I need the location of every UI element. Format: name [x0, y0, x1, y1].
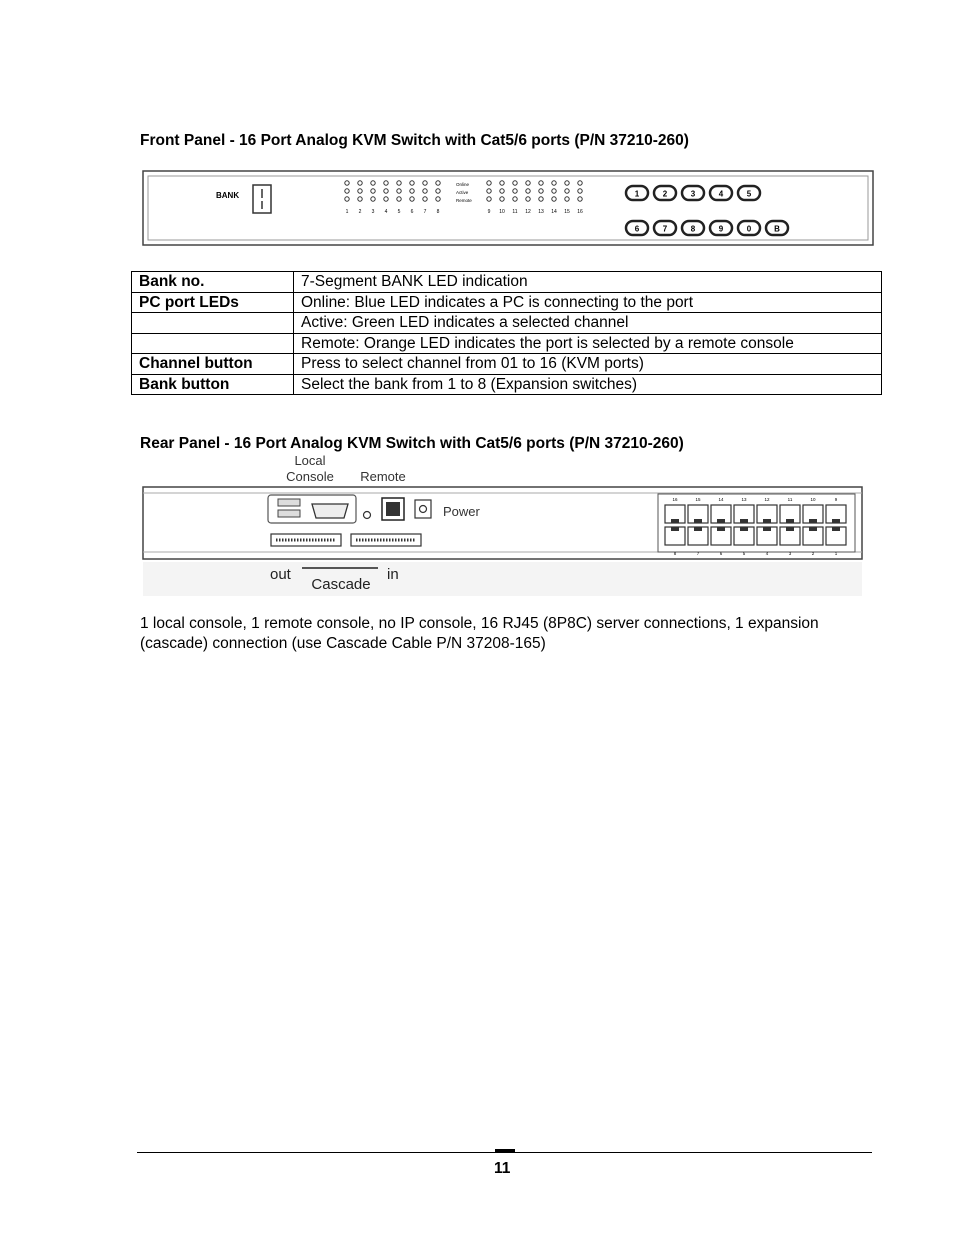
led-label-active: Active	[456, 190, 469, 195]
led-indicator	[565, 189, 569, 193]
svg-text:11: 11	[512, 209, 518, 215]
led-indicator	[345, 181, 349, 185]
svg-text:1: 1	[634, 189, 640, 199]
rear-panel-heading: Rear Panel - 16 Port Analog KVM Switch with Cat5/6 ports (P/N 37210-260)	[140, 435, 684, 452]
led-label-online: Online	[456, 182, 470, 187]
local-label-line1: Local	[294, 453, 326, 468]
led-indicator	[410, 197, 414, 201]
led-indicator	[578, 189, 582, 193]
svg-text:3: 3	[690, 189, 696, 199]
front-panel-spec-table	[131, 271, 882, 395]
led-indicator	[436, 181, 440, 185]
svg-text:8: 8	[673, 551, 677, 556]
led-indicator	[423, 197, 427, 201]
svg-text:11: 11	[787, 497, 793, 502]
led-indicator	[513, 197, 517, 201]
rj45-latch	[671, 527, 679, 531]
row-label	[132, 313, 294, 334]
rj45-latch	[694, 519, 702, 523]
led-indicator	[397, 197, 401, 201]
page-number: 11	[494, 1160, 511, 1177]
row-value: Press to select channel from 01 to 16 (KVM ports)	[294, 354, 882, 375]
led-indicator	[526, 181, 530, 185]
svg-text:10: 10	[810, 497, 816, 502]
led-indicator	[500, 197, 504, 201]
led-label-remote: Remote	[456, 198, 472, 203]
svg-text:15: 15	[695, 497, 701, 502]
led-indicator	[397, 181, 401, 185]
row-value: Online: Blue LED indicates a PC is connecting to the port	[294, 292, 882, 313]
led-indicator	[436, 197, 440, 201]
svg-text:4: 4	[384, 209, 388, 215]
rj45-latch	[717, 519, 725, 523]
led-indicator	[410, 181, 414, 185]
rj45-latch	[809, 527, 817, 531]
cascade-in-label: in	[387, 566, 399, 583]
power-label: Power	[443, 504, 480, 519]
svg-text:3: 3	[788, 551, 792, 556]
led-indicator	[384, 181, 388, 185]
led-indicator	[371, 197, 375, 201]
svg-text:9: 9	[834, 497, 838, 502]
table-row	[132, 333, 882, 354]
svg-text:15: 15	[564, 209, 570, 215]
svg-text:7: 7	[696, 551, 700, 556]
svg-text:5: 5	[397, 209, 401, 215]
led-indicator	[345, 189, 349, 193]
svg-text:13: 13	[538, 209, 544, 215]
rear-panel-drawing	[140, 452, 866, 600]
rear-panel-description: 1 local console, 1 remote console, no IP console, 16 RJ45 (8P8C) server connections, 1 expansion (cascade) connection (use Cascade Cable P/N 37208-165)	[140, 615, 819, 652]
rj45-latch	[832, 527, 840, 531]
led-indicator	[539, 181, 543, 185]
bank-label: BANK	[216, 191, 240, 200]
audio-jack-icon	[364, 512, 371, 519]
row-label: Channel button	[132, 354, 294, 375]
rj45-latch	[832, 519, 840, 523]
svg-text:5: 5	[746, 189, 752, 199]
svg-text:1: 1	[345, 209, 349, 215]
svg-text:8: 8	[690, 224, 696, 234]
led-indicator	[487, 181, 491, 185]
row-value: Remote: Orange LED indicates the port is selected by a remote console	[294, 333, 882, 354]
cascade-out-label: out	[270, 566, 291, 583]
rj45-latch	[809, 519, 817, 523]
rj45-latch	[740, 519, 748, 523]
led-indicator	[565, 197, 569, 201]
svg-text:6: 6	[634, 224, 640, 234]
led-indicator	[345, 197, 349, 201]
row-value: Select the bank from 1 to 8 (Expansion switches)	[294, 374, 882, 395]
led-indicator	[358, 197, 362, 201]
svg-text:5: 5	[742, 551, 746, 556]
rj45-latch	[786, 527, 794, 531]
svg-text:B: B	[774, 224, 780, 234]
svg-text:12: 12	[764, 497, 770, 502]
svg-text:1: 1	[834, 551, 838, 556]
cascade-label: Cascade	[311, 576, 371, 593]
led-indicator	[410, 189, 414, 193]
led-indicator	[513, 189, 517, 193]
remote-label: Remote	[360, 469, 406, 484]
led-indicator	[487, 189, 491, 193]
footer-rule	[137, 1152, 872, 1153]
rj45-latch	[763, 527, 771, 531]
svg-text:7: 7	[662, 224, 668, 234]
rj45-latch	[694, 527, 702, 531]
led-indicator	[423, 181, 427, 185]
svg-text:16: 16	[577, 209, 583, 215]
led-indicator	[423, 189, 427, 193]
svg-text:10: 10	[499, 209, 505, 215]
svg-text:12: 12	[525, 209, 531, 215]
table-row	[132, 272, 882, 293]
led-indicator	[384, 189, 388, 193]
led-indicator	[552, 189, 556, 193]
table-row	[132, 292, 882, 313]
led-indicator	[552, 197, 556, 201]
svg-text:9: 9	[487, 209, 491, 215]
led-indicator	[552, 181, 556, 185]
led-indicator	[397, 189, 401, 193]
vga-port-icon	[312, 504, 348, 518]
led-indicator	[526, 197, 530, 201]
svg-text:8: 8	[436, 209, 440, 215]
svg-text:4: 4	[765, 551, 769, 556]
table-row	[132, 354, 882, 375]
led-indicator	[371, 181, 375, 185]
led-indicator	[500, 189, 504, 193]
led-indicator	[513, 181, 517, 185]
led-indicator	[436, 189, 440, 193]
led-indicator	[487, 197, 491, 201]
led-indicator	[371, 189, 375, 193]
footer-tick	[495, 1149, 515, 1152]
svg-text:2: 2	[811, 551, 815, 556]
rj45-latch	[717, 527, 725, 531]
svg-text:0: 0	[746, 224, 752, 234]
local-label-line2: Console	[286, 469, 334, 484]
channel-buttons-row-1	[626, 186, 760, 200]
led-indicator	[539, 197, 543, 201]
led-indicator	[565, 181, 569, 185]
svg-text:2: 2	[662, 189, 668, 199]
led-indicator	[578, 181, 582, 185]
svg-text:6: 6	[719, 551, 723, 556]
rear-panel-figure	[140, 452, 866, 600]
led-indicator	[539, 189, 543, 193]
led-indicator	[500, 181, 504, 185]
table-row	[132, 313, 882, 334]
led-indicator	[578, 197, 582, 201]
led-indicator	[526, 189, 530, 193]
led-indicator	[358, 181, 362, 185]
row-label: Bank button	[132, 374, 294, 395]
svg-text:14: 14	[551, 209, 557, 215]
led-indicator	[358, 189, 362, 193]
svg-text:16: 16	[672, 497, 678, 502]
table-row	[132, 374, 882, 395]
row-value: Active: Green LED indicates a selected channel	[294, 313, 882, 334]
svg-text:2: 2	[358, 209, 362, 215]
row-label	[132, 333, 294, 354]
rj45-latch	[740, 527, 748, 531]
front-panel-heading: Front Panel - 16 Port Analog KVM Switch with Cat5/6 ports (P/N 37210-260)	[140, 132, 689, 149]
svg-text:3: 3	[371, 209, 375, 215]
rj45-latch	[786, 519, 794, 523]
row-label: Bank no.	[132, 272, 294, 293]
front-panel-drawing	[142, 170, 874, 246]
svg-text:7: 7	[423, 209, 427, 215]
rj45-latch	[763, 519, 771, 523]
row-label: PC port LEDs	[132, 292, 294, 313]
row-value: 7-Segment BANK LED indication	[294, 272, 882, 293]
rj45-latch	[671, 519, 679, 523]
power-jack	[415, 500, 431, 518]
svg-text:9: 9	[718, 224, 724, 234]
svg-text:6: 6	[410, 209, 414, 215]
svg-text:14: 14	[718, 497, 724, 502]
svg-text:13: 13	[741, 497, 747, 502]
svg-text:4: 4	[718, 189, 724, 199]
front-panel-figure	[142, 170, 874, 246]
led-indicator	[384, 197, 388, 201]
